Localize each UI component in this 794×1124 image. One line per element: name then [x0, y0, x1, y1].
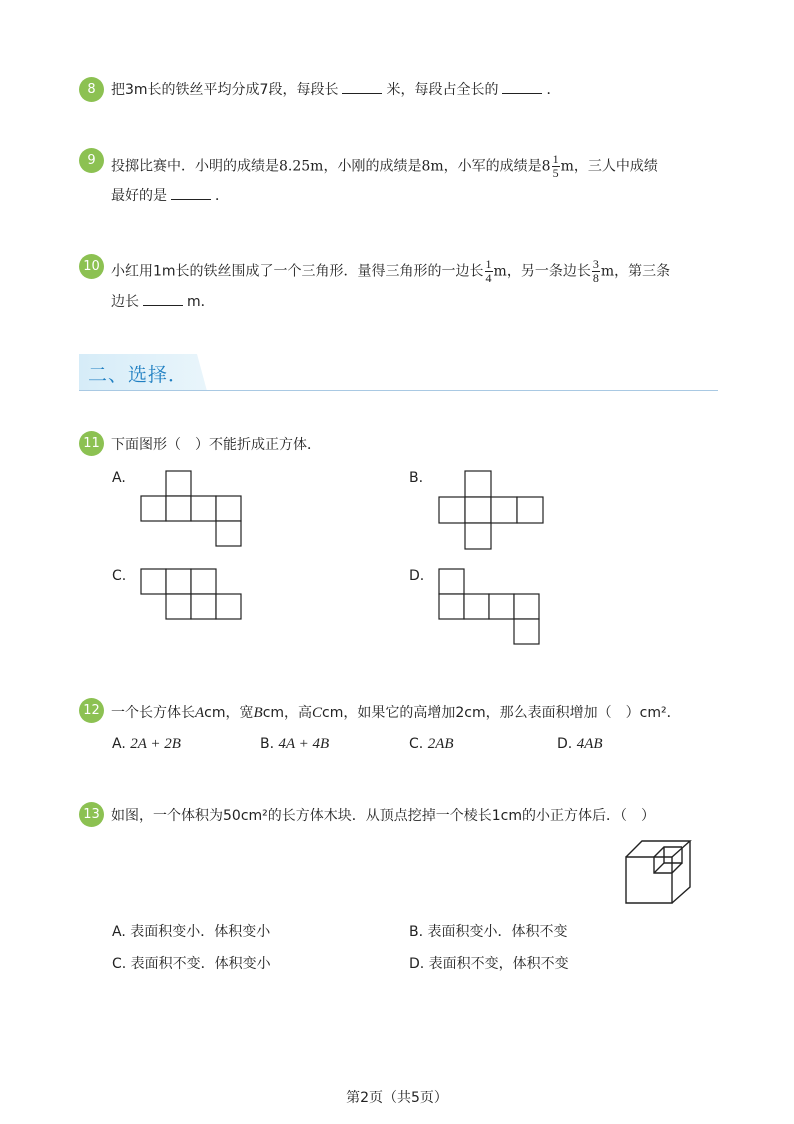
option-label: A.	[112, 736, 126, 752]
net-square	[216, 496, 241, 521]
q10-text-4: 边长	[111, 294, 139, 310]
net-square	[439, 594, 464, 619]
q12-var-b: B	[253, 705, 263, 721]
question-number-9: 9	[79, 148, 104, 173]
option-value: 2AB	[427, 736, 454, 752]
section-divider	[79, 390, 718, 391]
option-value: 2A + 2B	[130, 736, 181, 752]
net-square	[514, 619, 539, 644]
q10-unit-2: m	[600, 263, 615, 280]
q10-unit-1: m	[493, 263, 507, 280]
option-c-label[interactable]: C.	[112, 568, 127, 584]
net-square	[465, 471, 491, 497]
net-figure-b	[438, 470, 544, 550]
net-square	[464, 594, 489, 619]
cutout-edge	[672, 863, 682, 873]
net-square	[465, 497, 491, 523]
net-figure-d	[438, 568, 542, 646]
q13-option-c[interactable]: C. 表面积不变．体积变小	[112, 956, 271, 972]
question-number-11: 11	[79, 431, 104, 456]
option-label: B.	[260, 736, 275, 752]
q9-value-1: 8.25m	[279, 158, 324, 175]
net-square	[439, 497, 465, 523]
q9-text-3: ，小军的成绩是	[443, 158, 542, 175]
section-title: 二、选择．	[88, 364, 189, 386]
q10-fraction-1	[485, 258, 493, 285]
q12-var-a: A	[195, 705, 205, 721]
net-square	[216, 594, 241, 619]
fraction-denominator: 8	[592, 271, 599, 285]
cube-with-cutout-figure	[624, 839, 694, 907]
net-figure-a	[140, 470, 244, 548]
net-square	[141, 496, 166, 521]
option-label: D.	[557, 736, 573, 752]
q8-text-3: ．	[546, 82, 561, 98]
cutout-inner-back	[664, 847, 682, 863]
answer-blank[interactable]	[342, 81, 382, 94]
q12-option-a[interactable]	[112, 734, 181, 754]
option-value: 4A + 4B	[278, 736, 330, 752]
question-9-line-2	[111, 186, 229, 206]
q12-var-c: C	[312, 705, 323, 721]
cube-front-face	[626, 857, 672, 903]
q10-fraction-2	[592, 258, 600, 285]
net-square	[514, 594, 539, 619]
option-b-label[interactable]: B.	[409, 470, 424, 486]
q10-text-1: 小红用1m长的铁丝围成了一个三角形．量得三角形的一边长	[111, 263, 484, 280]
cube-side-face	[672, 841, 690, 903]
net-square	[439, 569, 464, 594]
question-10-line-1	[111, 258, 670, 285]
answer-blank[interactable]	[502, 81, 542, 94]
question-10-line-2	[111, 292, 215, 312]
q12-option-c[interactable]	[409, 734, 454, 754]
q10-text-3: ，第三条	[614, 263, 671, 280]
question-9-line-1	[111, 153, 658, 180]
q9-value-2: 8m	[421, 158, 444, 175]
net-square	[166, 569, 191, 594]
net-square	[166, 471, 191, 496]
q13-option-d[interactable]: D. 表面积不变，体积不变	[409, 956, 569, 972]
q13-option-b[interactable]: B. 表面积变小．体积不变	[409, 924, 568, 940]
net-square	[465, 523, 491, 549]
q12-text-3: cm，高	[262, 705, 313, 721]
net-square	[216, 521, 241, 546]
q9-text-1: 投掷比赛中．小明的成绩是	[111, 158, 279, 175]
net-figure-c	[140, 568, 244, 621]
cube-top-face	[626, 841, 690, 857]
answer-blank[interactable]	[143, 293, 183, 306]
q9-text-5: 最好的是	[111, 188, 167, 204]
cutout-inner-side	[654, 847, 664, 873]
page-footer: 第2页（共5页）	[346, 1090, 448, 1106]
net-square	[191, 569, 216, 594]
question-number-10: 10	[79, 254, 104, 279]
question-12-text	[111, 703, 681, 723]
net-square	[191, 496, 216, 521]
option-value: 4AB	[576, 736, 603, 752]
fraction-numerator: 1	[552, 152, 559, 166]
q12-option-d[interactable]	[557, 734, 603, 754]
q10-text-5: m．	[187, 294, 215, 310]
q8-text-2: 米，每段占全长的	[386, 82, 499, 98]
q12-text-1: 一个长方体长	[111, 705, 195, 721]
question-number-13: 13	[79, 802, 104, 827]
fraction-denominator: 5	[552, 166, 559, 180]
question-11-text: 下面图形（ ）不能折成正方体．	[111, 437, 321, 453]
q8-text-1: 把3m长的铁丝平均分成7段，每段长	[111, 82, 339, 98]
q9-text-4: ，三人中成绩	[573, 158, 658, 175]
q9-fraction	[552, 153, 560, 180]
option-d-label[interactable]: D.	[409, 568, 425, 584]
q9-mixed-whole: 8	[541, 158, 551, 175]
fraction-numerator: 3	[592, 257, 599, 271]
net-square	[166, 496, 191, 521]
option-label: C.	[409, 736, 424, 752]
answer-blank[interactable]	[171, 187, 211, 200]
q13-option-a[interactable]: A. 表面积变小．体积变小	[112, 924, 271, 940]
question-number-12: 12	[79, 698, 104, 723]
option-a-label[interactable]: A.	[112, 470, 126, 486]
q12-option-b[interactable]	[260, 734, 329, 754]
q9-text-6: ．	[215, 188, 229, 204]
net-square	[141, 569, 166, 594]
net-square	[517, 497, 543, 523]
q10-text-2: ，另一条边长	[506, 263, 591, 280]
net-square	[191, 594, 216, 619]
q9-text-2: ，小刚的成绩是	[323, 158, 422, 175]
q12-text-2: cm，宽	[204, 705, 254, 721]
fraction-denominator: 4	[485, 271, 492, 285]
question-number-8: 8	[79, 77, 104, 102]
question-13-text: 如图，一个体积为50cm²的长方体木块．从顶点挖掉一个棱长1cm的小正方体后．（ ）	[111, 808, 656, 824]
fraction-numerator: 1	[485, 257, 492, 271]
net-square	[166, 594, 191, 619]
net-square	[489, 594, 514, 619]
net-square	[491, 497, 517, 523]
q9-unit: m	[560, 158, 574, 175]
q12-text-4: cm，如果它的高增加2cm，那么表面积增加（ ）cm²．	[322, 705, 681, 721]
question-8-text	[111, 80, 560, 100]
